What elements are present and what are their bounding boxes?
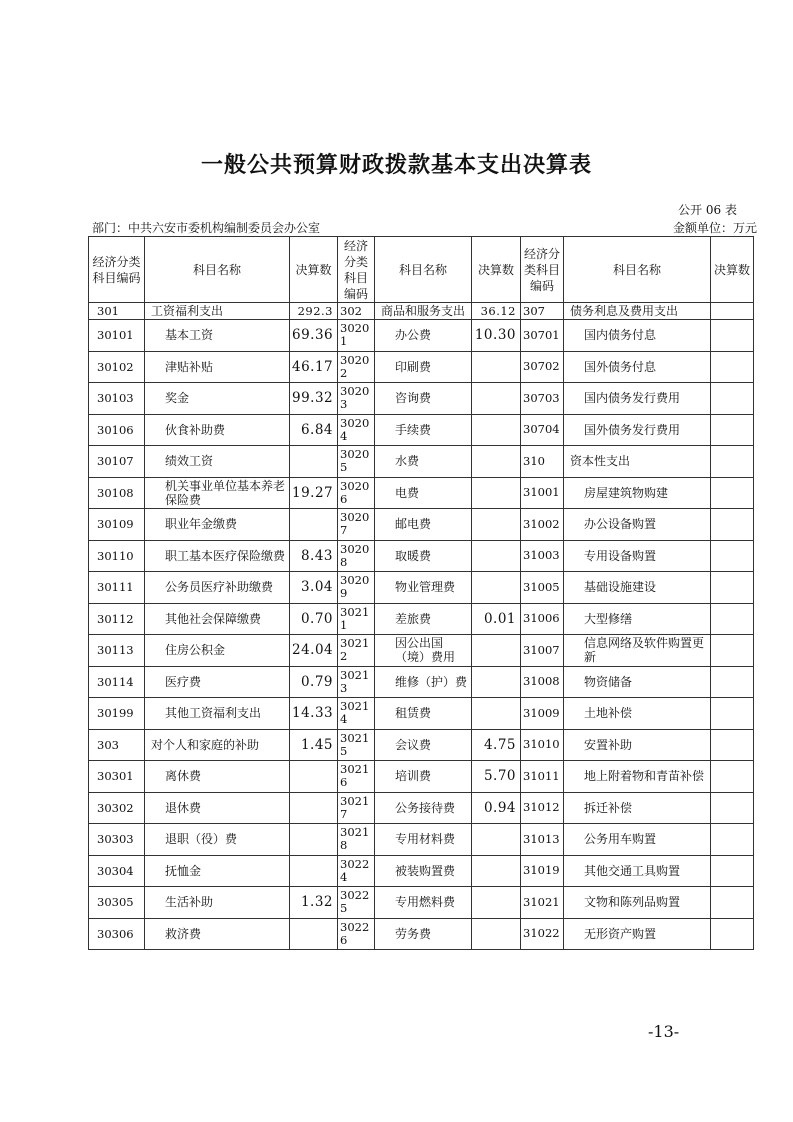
amount-cell <box>711 792 754 824</box>
code-cell: 30301 <box>89 761 145 793</box>
amount-cell: 36.12 <box>472 303 521 320</box>
name-cell: 物资储备 <box>564 666 711 698</box>
name-cell: 退职（役）费 <box>145 824 290 856</box>
code-cell: 303 <box>89 729 145 761</box>
name-cell: 差旅费 <box>375 603 472 635</box>
name-cell: 债务利息及费用支出 <box>564 303 711 320</box>
amount-cell <box>711 303 754 320</box>
name-cell: 培训费 <box>375 761 472 793</box>
code-cell: 30111 <box>89 572 145 604</box>
amount-cell: 10.30 <box>472 320 521 352</box>
name-cell: 国内债务发行费用 <box>564 383 711 415</box>
table-row <box>89 666 754 698</box>
code-cell: 31001 <box>521 477 564 509</box>
name-cell: 维修（护）费 <box>375 666 472 698</box>
amount-cell <box>711 918 754 950</box>
code-cell: 31002 <box>521 509 564 541</box>
name-cell: 对个人和家庭的补助 <box>145 729 290 761</box>
name-cell: 伙食补助费 <box>145 414 290 446</box>
name-cell: 绩效工资 <box>145 446 290 478</box>
name-cell: 职业年金缴费 <box>145 509 290 541</box>
amount-cell: 6.84 <box>290 414 338 446</box>
code-cell: 30218 <box>338 824 375 856</box>
name-cell: 津贴补贴 <box>145 351 290 383</box>
amount-cell: 0.01 <box>472 603 521 635</box>
table-row <box>89 855 754 887</box>
name-cell: 离休费 <box>145 761 290 793</box>
code-cell: 30226 <box>338 918 375 950</box>
code-cell: 30214 <box>338 698 375 730</box>
code-cell: 31008 <box>521 666 564 698</box>
amount-cell <box>290 761 338 793</box>
code-cell: 30306 <box>89 918 145 950</box>
code-cell: 31003 <box>521 540 564 572</box>
name-cell: 奖金 <box>145 383 290 415</box>
code-cell: 30211 <box>338 603 375 635</box>
code-cell: 31021 <box>521 887 564 919</box>
table-row <box>89 792 754 824</box>
code-cell: 30216 <box>338 761 375 793</box>
amount-cell <box>711 698 754 730</box>
code-cell: 30108 <box>89 477 145 509</box>
amount-cell: 8.43 <box>290 540 338 572</box>
amount-cell <box>711 666 754 698</box>
amount-cell <box>711 635 754 667</box>
amount-cell <box>472 477 521 509</box>
code-cell: 30199 <box>89 698 145 730</box>
header-code: 经济分类科目编码 <box>89 237 145 303</box>
code-cell: 31012 <box>521 792 564 824</box>
amount-cell <box>711 446 754 478</box>
name-cell: 印刷费 <box>375 351 472 383</box>
amount-cell <box>290 824 338 856</box>
table-row <box>89 540 754 572</box>
amount-cell: 46.17 <box>290 351 338 383</box>
name-cell: 信息网络及软件购置更新 <box>564 635 711 667</box>
name-cell: 电费 <box>375 477 472 509</box>
name-cell: 公务员医疗补助缴费 <box>145 572 290 604</box>
table-row <box>89 635 754 667</box>
amount-cell <box>711 729 754 761</box>
table-row <box>89 698 754 730</box>
table-row <box>89 303 754 320</box>
code-cell: 30101 <box>89 320 145 352</box>
name-cell: 专用燃料费 <box>375 887 472 919</box>
name-cell: 拆迁补偿 <box>564 792 711 824</box>
code-cell: 30213 <box>338 666 375 698</box>
code-cell: 30704 <box>521 414 564 446</box>
table-row <box>89 414 754 446</box>
amount-cell: 1.32 <box>290 887 338 919</box>
name-cell: 商品和服务支出 <box>375 303 472 320</box>
name-cell: 国外债务付息 <box>564 351 711 383</box>
name-cell: 住房公积金 <box>145 635 290 667</box>
amount-cell <box>472 918 521 950</box>
code-cell: 302 <box>338 303 375 320</box>
name-cell: 劳务费 <box>375 918 472 950</box>
form-number: 公开 06 表 <box>678 203 737 217</box>
amount-cell <box>711 477 754 509</box>
name-cell: 基本工资 <box>145 320 290 352</box>
table-row <box>89 729 754 761</box>
name-cell: 租赁费 <box>375 698 472 730</box>
amount-cell <box>472 635 521 667</box>
code-cell: 301 <box>89 303 145 320</box>
code-cell: 31013 <box>521 824 564 856</box>
code-cell: 30112 <box>89 603 145 635</box>
amount-cell <box>472 887 521 919</box>
code-cell: 30302 <box>89 792 145 824</box>
amount-cell: 3.04 <box>290 572 338 604</box>
name-cell: 办公费 <box>375 320 472 352</box>
name-cell: 大型修缮 <box>564 603 711 635</box>
code-cell: 30703 <box>521 383 564 415</box>
amount-cell <box>290 855 338 887</box>
header-name: 科目名称 <box>375 237 472 303</box>
code-cell: 30113 <box>89 635 145 667</box>
amount-cell <box>472 446 521 478</box>
code-cell: 30202 <box>338 351 375 383</box>
name-cell: 退休费 <box>145 792 290 824</box>
amount-cell <box>290 509 338 541</box>
code-cell: 31010 <box>521 729 564 761</box>
code-cell: 30114 <box>89 666 145 698</box>
page-number: -13- <box>648 1022 680 1041</box>
code-cell: 30103 <box>89 383 145 415</box>
amount-cell <box>472 572 521 604</box>
table-row <box>89 383 754 415</box>
amount-cell <box>472 666 521 698</box>
amount-cell <box>290 918 338 950</box>
amount-cell <box>711 887 754 919</box>
table-row <box>89 887 754 919</box>
table-row <box>89 477 754 509</box>
code-cell: 30212 <box>338 635 375 667</box>
name-cell: 土地补偿 <box>564 698 711 730</box>
amount-cell: 14.33 <box>290 698 338 730</box>
amount-cell: 1.45 <box>290 729 338 761</box>
amount-cell <box>472 351 521 383</box>
name-cell: 其他工资福利支出 <box>145 698 290 730</box>
amount-cell: 5.70 <box>472 761 521 793</box>
header-code: 经济分类科目编码 <box>521 237 564 303</box>
name-cell: 文物和陈列品购置 <box>564 887 711 919</box>
code-cell: 30304 <box>89 855 145 887</box>
code-cell: 30305 <box>89 887 145 919</box>
name-cell: 专用材料费 <box>375 824 472 856</box>
code-cell: 31007 <box>521 635 564 667</box>
code-cell: 30201 <box>338 320 375 352</box>
name-cell: 因公出国（境）费用 <box>375 635 472 667</box>
table-row <box>89 918 754 950</box>
name-cell: 会议费 <box>375 729 472 761</box>
amount-cell <box>711 603 754 635</box>
amount-cell <box>290 792 338 824</box>
code-cell: 30102 <box>89 351 145 383</box>
amount-cell <box>472 509 521 541</box>
table-header-row <box>89 237 754 303</box>
name-cell: 生活补助 <box>145 887 290 919</box>
amount-cell <box>711 855 754 887</box>
name-cell: 其他社会保障缴费 <box>145 603 290 635</box>
department-label: 部门：中共六安市委机构编制委员会办公室 <box>92 221 321 235</box>
code-cell: 30204 <box>338 414 375 446</box>
code-cell: 30110 <box>89 540 145 572</box>
amount-cell: 0.94 <box>472 792 521 824</box>
code-cell: 31011 <box>521 761 564 793</box>
amount-cell: 0.70 <box>290 603 338 635</box>
header-name: 科目名称 <box>145 237 290 303</box>
code-cell: 30203 <box>338 383 375 415</box>
amount-cell <box>711 509 754 541</box>
name-cell: 办公设备购置 <box>564 509 711 541</box>
table-row <box>89 351 754 383</box>
name-cell: 抚恤金 <box>145 855 290 887</box>
amount-cell <box>472 414 521 446</box>
code-cell: 30225 <box>338 887 375 919</box>
amount-unit-label: 金额单位：万元 <box>672 221 757 235</box>
amount-cell: 0.79 <box>290 666 338 698</box>
amount-cell <box>711 383 754 415</box>
table-row <box>89 824 754 856</box>
header-name: 科目名称 <box>564 237 711 303</box>
amount-cell: 19.27 <box>290 477 338 509</box>
amount-cell: 292.3 <box>290 303 338 320</box>
name-cell: 物业管理费 <box>375 572 472 604</box>
code-cell: 310 <box>521 446 564 478</box>
amount-cell <box>711 572 754 604</box>
code-cell: 30207 <box>338 509 375 541</box>
table-row <box>89 509 754 541</box>
code-cell: 30701 <box>521 320 564 352</box>
code-cell: 30109 <box>89 509 145 541</box>
amount-cell <box>472 855 521 887</box>
table-row <box>89 572 754 604</box>
name-cell: 医疗费 <box>145 666 290 698</box>
code-cell: 307 <box>521 303 564 320</box>
code-cell: 30209 <box>338 572 375 604</box>
name-cell: 机关事业单位基本养老保险费 <box>145 477 290 509</box>
name-cell: 公务用车购置 <box>564 824 711 856</box>
code-cell: 31006 <box>521 603 564 635</box>
name-cell: 工资福利支出 <box>145 303 290 320</box>
name-cell: 地上附着物和青苗补偿 <box>564 761 711 793</box>
name-cell: 职工基本医疗保险缴费 <box>145 540 290 572</box>
amount-cell <box>290 446 338 478</box>
expenditure-table <box>88 236 754 950</box>
table-row <box>89 446 754 478</box>
name-cell: 取暖费 <box>375 540 472 572</box>
amount-cell <box>472 698 521 730</box>
code-cell: 30208 <box>338 540 375 572</box>
name-cell: 咨询费 <box>375 383 472 415</box>
name-cell: 公务接待费 <box>375 792 472 824</box>
name-cell: 水费 <box>375 446 472 478</box>
name-cell: 被装购置费 <box>375 855 472 887</box>
name-cell: 专用设备购置 <box>564 540 711 572</box>
name-cell: 国外债务发行费用 <box>564 414 711 446</box>
table-row <box>89 603 754 635</box>
code-cell: 30215 <box>338 729 375 761</box>
amount-cell: 24.04 <box>290 635 338 667</box>
amount-cell <box>711 320 754 352</box>
amount-cell: 99.32 <box>290 383 338 415</box>
name-cell: 基础设施建设 <box>564 572 711 604</box>
table-row <box>89 320 754 352</box>
name-cell: 邮电费 <box>375 509 472 541</box>
name-cell: 安置补助 <box>564 729 711 761</box>
table-row <box>89 761 754 793</box>
code-cell: 30224 <box>338 855 375 887</box>
code-cell: 30702 <box>521 351 564 383</box>
header-amount: 决算数 <box>472 237 521 303</box>
code-cell: 30206 <box>338 477 375 509</box>
amount-cell <box>472 540 521 572</box>
name-cell: 无形资产购置 <box>564 918 711 950</box>
name-cell: 房屋建筑物购建 <box>564 477 711 509</box>
code-cell: 31022 <box>521 918 564 950</box>
name-cell: 救济费 <box>145 918 290 950</box>
amount-cell <box>711 824 754 856</box>
amount-cell <box>472 824 521 856</box>
amount-cell <box>711 761 754 793</box>
report-title: 一般公共预算财政拨款基本支出决算表 <box>200 153 592 178</box>
header-code: 经济分类科目编码 <box>338 237 375 303</box>
code-cell: 30205 <box>338 446 375 478</box>
code-cell: 30106 <box>89 414 145 446</box>
amount-cell: 69.36 <box>290 320 338 352</box>
name-cell: 手续费 <box>375 414 472 446</box>
name-cell: 其他交通工具购置 <box>564 855 711 887</box>
code-cell: 30217 <box>338 792 375 824</box>
code-cell: 30107 <box>89 446 145 478</box>
name-cell: 资本性支出 <box>564 446 711 478</box>
code-cell: 31005 <box>521 572 564 604</box>
name-cell: 国内债务付息 <box>564 320 711 352</box>
code-cell: 31019 <box>521 855 564 887</box>
amount-cell <box>711 540 754 572</box>
code-cell: 30303 <box>89 824 145 856</box>
amount-cell: 4.75 <box>472 729 521 761</box>
header-amount: 决算数 <box>290 237 338 303</box>
amount-cell <box>711 351 754 383</box>
header-amount: 决算数 <box>711 237 754 303</box>
code-cell: 31009 <box>521 698 564 730</box>
amount-cell <box>472 383 521 415</box>
amount-cell <box>711 414 754 446</box>
